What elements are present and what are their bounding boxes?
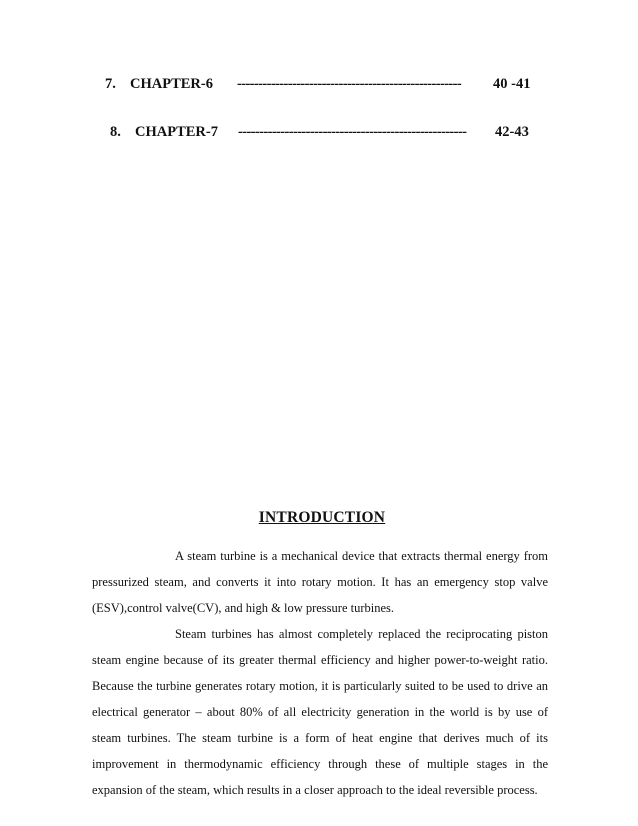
toc-entry-title: CHAPTER-6 <box>130 76 213 92</box>
toc-entry-leader: ------------------------------------------------------ <box>238 124 467 140</box>
toc-entry-chapter-6 <box>0 73 638 95</box>
introduction-heading <box>0 507 638 529</box>
toc-entry-pages: 40 -41 <box>493 76 531 92</box>
toc-entry-leader: ----------------------------------------------------- <box>237 76 462 92</box>
toc-entry-chapter-7 <box>0 121 638 143</box>
toc-entry-pages: 42-43 <box>495 124 529 140</box>
introduction-heading-text: INTRODUCTION <box>258 509 386 526</box>
introduction-paragraph-2: Steam turbines has almost completely replaced the reciprocating piston steam engine because of its greater thermal efficiency and higher power-to-weight ratio. Because the turbine generates rotary motion, it is particularly suited to be used to drive an electrical generator – about 80% of all electricity generation in the world is by use of steam turbines. The steam turbine is a form of heat engine that derives much of its improvement in thermodynamic efficiency through these of multiple stages in the expansion of the steam, which results in a closer approach to the ideal reversible process. <box>92 627 548 797</box>
toc-entry-number: 8. <box>110 124 121 140</box>
introduction-body <box>92 543 548 803</box>
introduction-paragraph-1: A steam turbine is a mechanical device that extracts thermal energy from pressurized steam, and converts it into rotary motion. It has an emergency stop valve (ESV),control valve(CV), and high & low pressure turbines. <box>92 549 548 615</box>
toc-entry-title: CHAPTER-7 <box>135 124 218 140</box>
toc-entry-number: 7. <box>105 76 116 92</box>
